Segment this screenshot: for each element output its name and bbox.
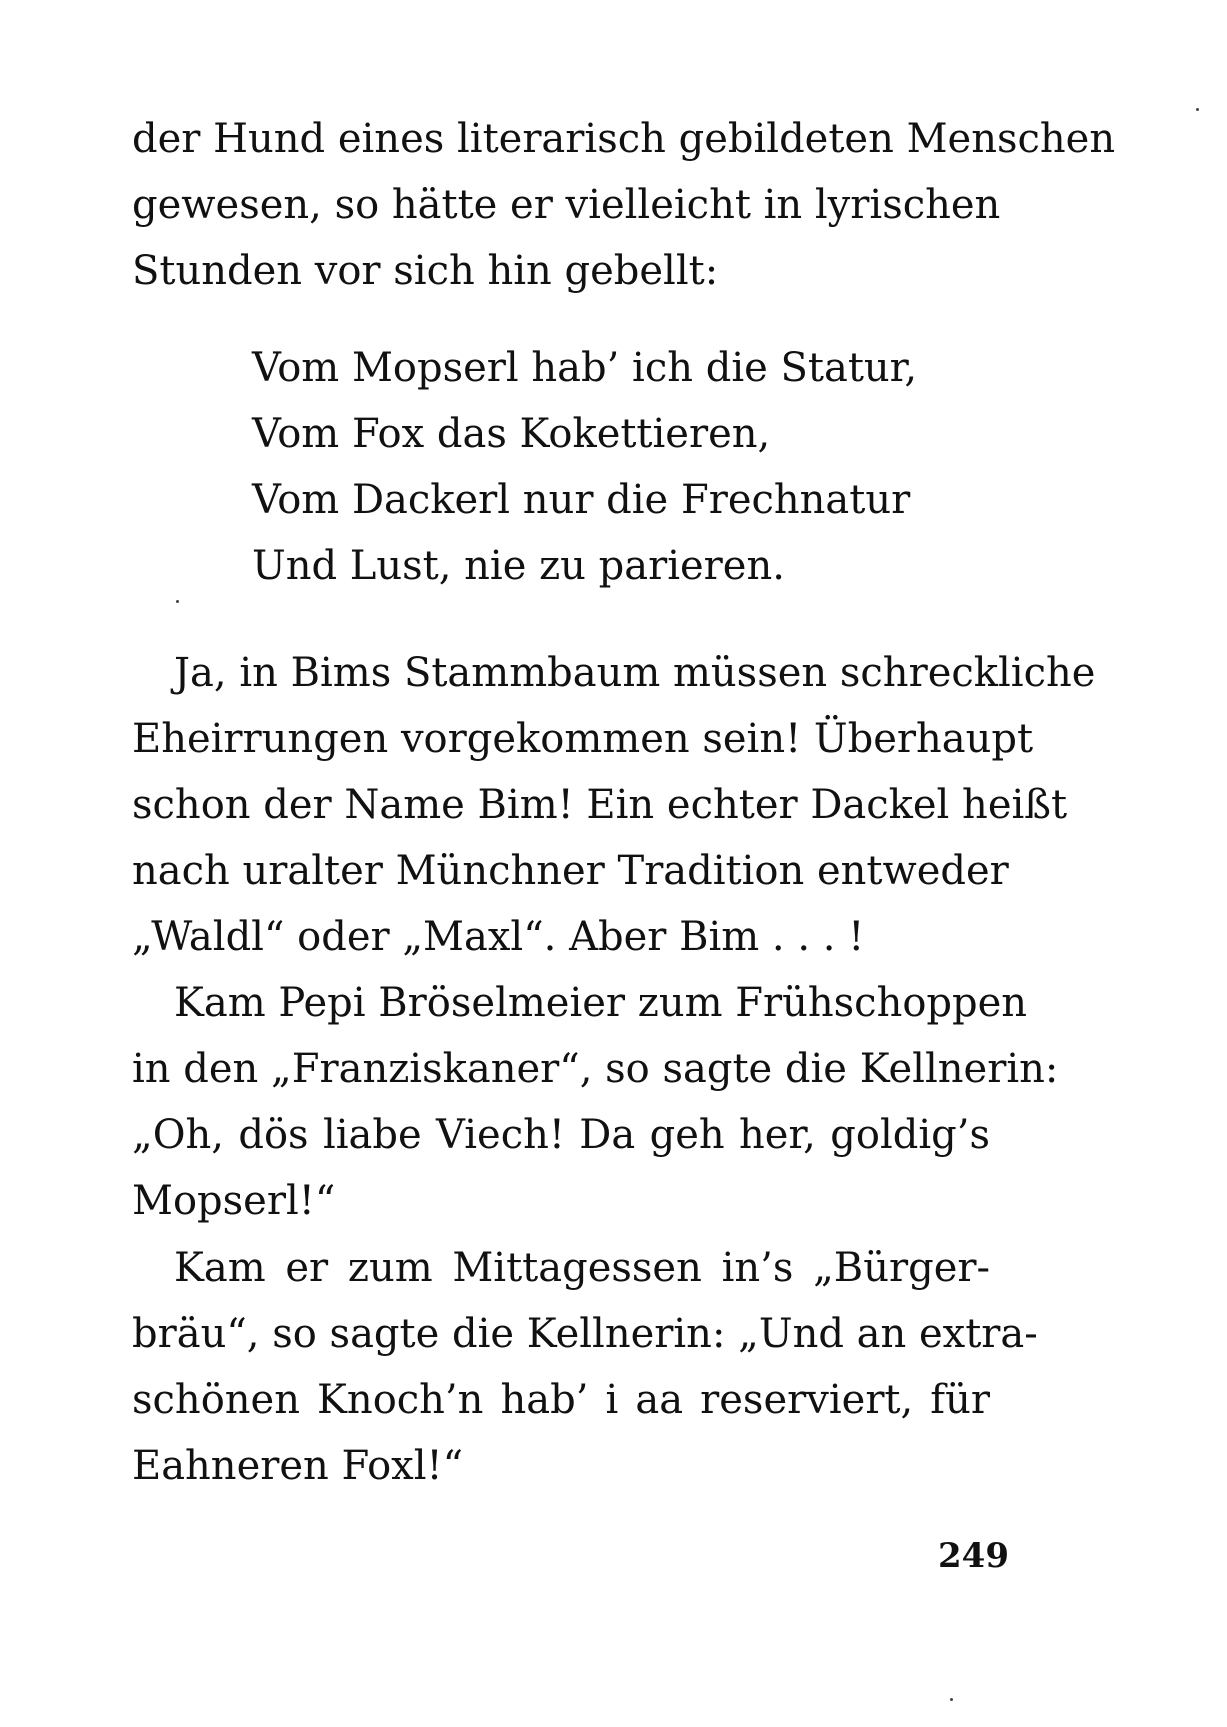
text-line: Stunden vor sich hin gebellt: bbox=[132, 248, 719, 294]
text-line: Ja, in Bims Stammbaum müssen schreckliche bbox=[174, 650, 1096, 696]
verse-stanza bbox=[252, 335, 917, 599]
text-line: schönen Knoch’n hab’ i aa reserviert, für bbox=[132, 1377, 990, 1423]
verse-line: Vom Mopserl hab’ ich die Statur, bbox=[252, 345, 918, 391]
text-line: Eheirrungen vorgekommen sein! Überhaupt bbox=[132, 716, 1034, 762]
verse-line: Vom Fox das Kokettieren, bbox=[252, 411, 771, 457]
text-line: Kam er zum Mittagessen in’s „Bürger- bbox=[174, 1245, 990, 1291]
text-line: „Waldl“ oder „Maxl“. Aber Bim . . . ! bbox=[132, 914, 865, 960]
text-line: gewesen, so hätte er vielleicht in lyrischen bbox=[132, 182, 1001, 228]
text-line: Mopserl!“ bbox=[132, 1178, 336, 1224]
print-speck bbox=[176, 600, 179, 603]
paragraph-2 bbox=[132, 640, 1096, 970]
text-line: in den „Franziskaner“, so sagte die Kellnerin: bbox=[132, 1046, 1059, 1092]
text-line: Eahneren Foxl!“ bbox=[132, 1443, 464, 1489]
verse-line: Vom Dackerl nur die Frechnatur bbox=[252, 477, 911, 523]
text-line: „Oh, dös liabe Viech! Da geh her, goldig’s bbox=[132, 1112, 990, 1158]
paragraph-1 bbox=[132, 106, 1116, 304]
print-speck bbox=[1196, 108, 1199, 111]
print-speck bbox=[950, 1698, 953, 1701]
page-number: 249 bbox=[938, 1536, 1009, 1576]
text-line: Kam Pepi Bröselmeier zum Frühschoppen bbox=[174, 980, 1028, 1026]
text-line: bräu“, so sagte die Kellnerin: „Und an extra- bbox=[132, 1311, 1038, 1357]
paragraph-3 bbox=[132, 970, 1059, 1234]
paragraph-4 bbox=[132, 1235, 1038, 1499]
verse-line: Und Lust, nie zu parieren. bbox=[252, 543, 785, 589]
text-line: der Hund eines literarisch gebildeten Menschen bbox=[132, 116, 1116, 162]
text-line: nach uralter Münchner Tradition entweder bbox=[132, 848, 1009, 894]
text-line: schon der Name Bim! Ein echter Dackel heißt bbox=[132, 782, 1068, 828]
